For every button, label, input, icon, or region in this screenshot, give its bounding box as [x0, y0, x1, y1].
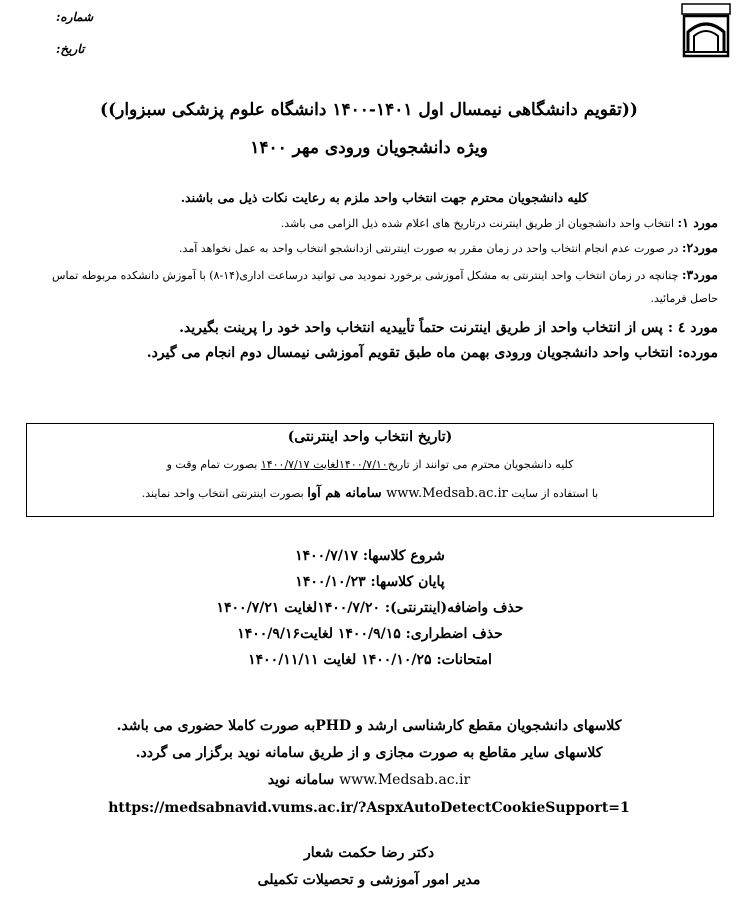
university-emblem-icon — [680, 2, 732, 60]
notice-item-1 — [14, 215, 718, 230]
notice-item-1-label: مورد ۱: — [677, 215, 718, 230]
notice-item-3-label: مورد۳: — [681, 267, 718, 282]
final-line-2: کلاسهای سایر مقاطع به صورت مجازی و از طریق سامانه نوید برگزار می گردد. — [135, 745, 603, 761]
classes-start: شروع کلاسها: ۱۴۰۰/۷/۱۷ — [295, 548, 445, 564]
registration-date-range: ۱۴۰۰/۷/۱۰لغایت ۱۴۰۰/۷/۱۷ — [260, 458, 388, 471]
notice-item-2-text: در صورت عدم انجام انتخاب واحد در زمان مقرر به صورت اینترنتی ازدانشجو انتخاب واحد به عمل نخواهد آمد. — [179, 242, 682, 255]
navid-system-label: سامانه نوید — [267, 772, 335, 788]
signature-position: مدیر امور آموزشی و تحصیلات تکمیلی — [257, 872, 481, 888]
final-line-3 — [0, 772, 738, 788]
navid-url-link[interactable]: https://medsabnavid.vums.ac.ir/?AspxAutoDetectCookieSupport=1 — [108, 800, 630, 816]
number-label: شماره: — [56, 10, 94, 24]
date-label: تاریخ: — [56, 42, 85, 56]
notice-intro: کلیه دانشجویان محترم جهت انتخاب واحد ملزم به رعایت نکات ذیل می باشند. — [180, 190, 588, 205]
classes-end: پایان کلاسها: ۱۴۰۰/۱۰/۲۳ — [295, 574, 445, 590]
box-title: (تاریخ انتخاب واحد اینترنتی) — [287, 429, 453, 445]
emergency-drop: حذف اضطراری: ۱۴۰۰/۹/۱۵ لغایت۱۴۰۰/۹/۱۶ — [237, 626, 503, 642]
box-line-1-tail: بصورت تمام وقت و — [166, 458, 261, 471]
hamava-system-label: سامانه هم آوا — [307, 486, 387, 501]
notice-item-4: مورد ٤ : پس از انتخاب واحد از طریق اینترنت حتماً تأییدیه انتخاب واحد خود را پرینت بگیرید. — [179, 320, 718, 336]
notice-item-5: مورده: انتخاب واحد دانشجویان ورودی بهمن ماه طبق تقویم آموزشی نیمسال دوم انجام می گیرد. — [146, 345, 718, 361]
notice-item-3 — [14, 267, 718, 282]
box-line-1-text: کلیه دانشجویان محترم می توانند از تاریخ — [387, 458, 574, 471]
page-subtitle: ویژه دانشجویان ورودی مهر ۱۴۰۰ — [250, 138, 488, 158]
notice-item-2 — [14, 240, 718, 255]
box-line-2-text: با استفاده از سایت — [507, 487, 599, 500]
notice-item-1-text: انتخاب واحد دانشجویان از طریق اینترنت درتاریخ های اعلام شده ذیل الزامی می باشد. — [280, 217, 678, 230]
box-line-2 — [27, 486, 713, 501]
notice-item-2-label: مورد۲: — [681, 240, 718, 255]
medsab-site-text[interactable]: www.Medsab.ac.ir — [339, 772, 471, 788]
notice-item-3-continued: حاصل فرمائید. — [650, 292, 718, 305]
add-drop-period: حذف واضافه(اینترنتی): ۱۴۰۰/۷/۲۰لغایت ۱۴۰۰/۷/۲۱ — [216, 600, 524, 616]
final-line-1: کلاسهای دانشجویان مقطع کارشناسی ارشد و PHDبه صورت کاملا حضوری می باشد. — [116, 718, 622, 734]
page-title: ((تقویم دانشگاهی نیمسال اول ۱۴۰۱-۱۴۰۰ دانشگاه علوم پزشکی سبزوار)) — [100, 100, 638, 120]
medsab-site-link[interactable]: www.Medsab.ac.ir — [386, 486, 508, 501]
notice-item-3-text: چنانچه در زمان انتخاب واحد اینترنتی به مشکل آموزشی برخورد نمودید می توانید درساعت اداری(۱۴-۸) با آموزش دانشکده مربوطه تماس — [52, 269, 682, 282]
box-line-1 — [27, 458, 713, 471]
signature-name: دکتر رضا حکمت شعار — [303, 845, 435, 861]
exams-period: امتحانات: ۱۴۰۰/۱۰/۲۵ لغایت ۱۴۰۰/۱۱/۱۱ — [248, 652, 492, 668]
registration-date-box — [26, 423, 714, 517]
box-line-2-tail: بصورت اینترنتی انتخاب واحد نمایند. — [141, 487, 308, 500]
